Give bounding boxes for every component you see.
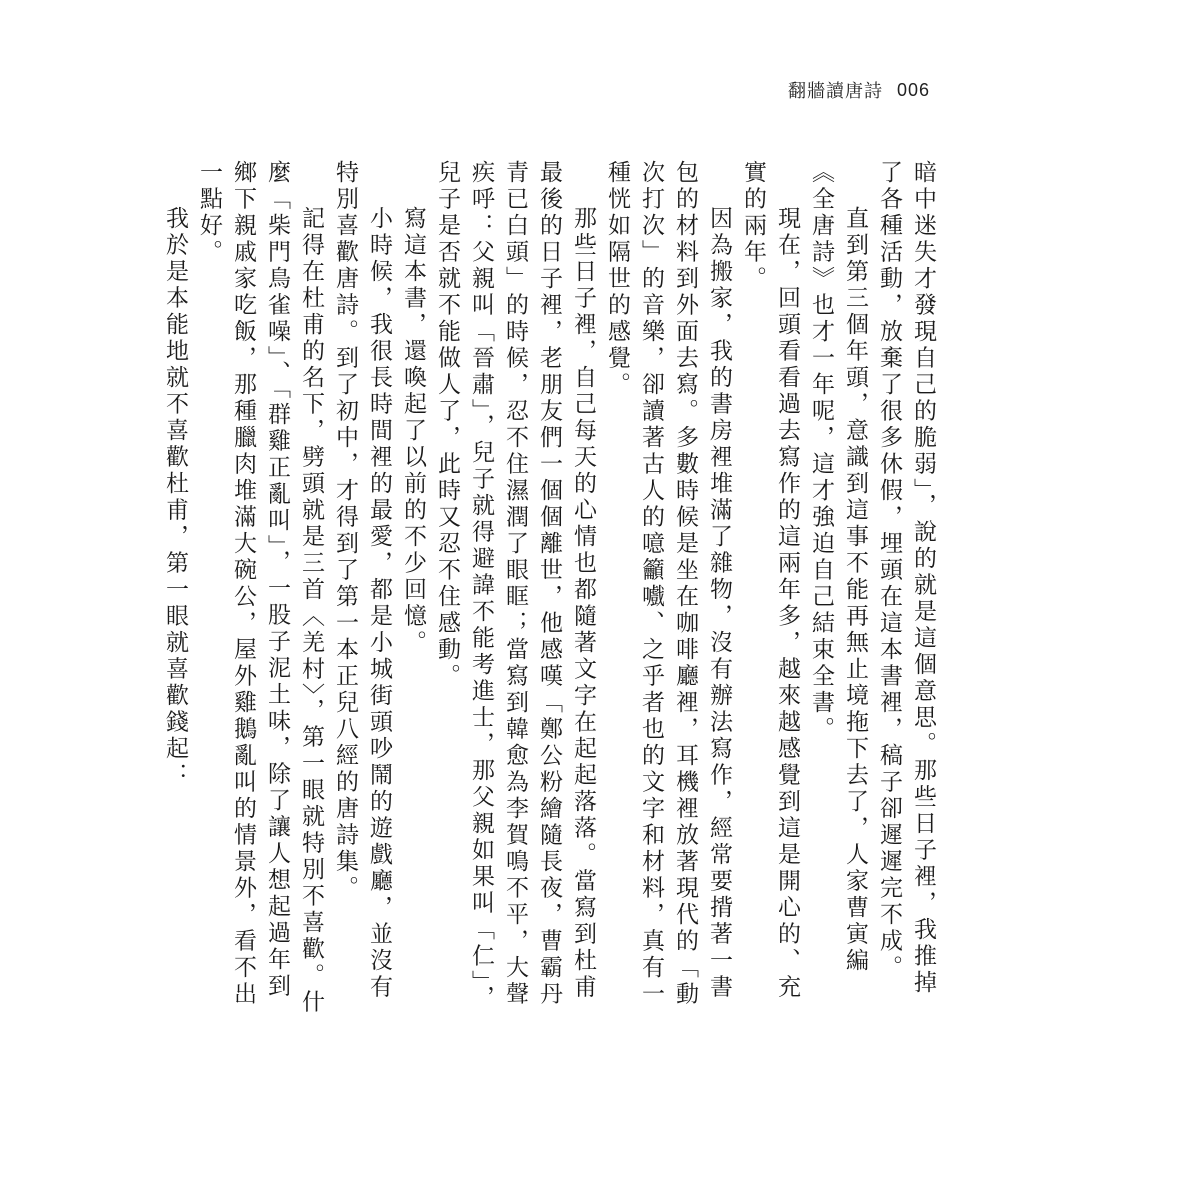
paragraph: 暗中迷失才發現自己的脆弱」，說的就是這個意思。那些日子裡，我推掉了各種活動，放棄了很多休假，埋頭在這本書裡，稿子卻遲遲完不成。 [876,160,936,997]
paragraph: 直到第三個年頭，意識到這事不能再無止境拖下去了，人家曹寅編《全唐詩》也才一年呢，這才強迫自己結束全書。 [808,160,868,975]
paragraph: 小時候，我很長時間裡的最愛，都是小城街頭吵鬧的遊戲廳，並沒有特別喜歡唐詩。到了初中，才得到了第一本正兒八經的唐詩集。 [332,160,392,1001]
book-title: 翻牆讀唐詩 [787,81,883,102]
paragraph: 寫這本書，還喚起了以前的不少回憶。 [400,206,426,657]
paragraph: 那些日子裡，自己每天的心情也都隨著文字在起起落落。當寫到杜甫最後的日子裡，老朋友們一個個離世，他感嘆「鄭公粉繪隨長夜，曹霸丹青已白頭」的時候，忍不住濕潤了眼眶；當寫到韓愈為李賀鳴不平，大聲疾呼：父親叫「晉肅」，兒子就得避諱不能考進士，那父親如果叫「仁」，兒子是否就不能做人了，此時又忍不住感動。 [434,160,596,1012]
body-text [162,160,940,1020]
paragraph: 記得在杜甫的名下，劈頭就是三首〈羌村〉，第一眼就特別不喜歡。什麼「柴門鳥雀噪」、「群雞正亂叫」，一股子泥土味，除了讓人想起過年到鄉下親戚家吃飯，那種臘肉堆滿大碗公，屋外雞鵝亂叫的情景外，看不出一點好。 [196,160,324,1016]
running-header [788,76,930,104]
paragraph: 我於是本能地就不喜歡杜甫，第一眼就喜歡錢起： [162,206,188,789]
page-number: 006 [896,79,930,100]
paragraph: 現在，回頭看看過去寫作的這兩年多，越來越感覺到這是開心的、充實的兩年。 [740,160,800,1001]
paragraph: 因為搬家，我的書房裡堆滿了雜物，沒有辦法寫作，經常要揹著一書包的材料到外面去寫。多數時候是坐在咖啡廳裡，耳機裡放著現代的「動次打次」的音樂，卻讀著古人的噫籲嚱、之乎者也的文字和材料，真有一種恍如隔世的感覺。 [604,160,732,1008]
